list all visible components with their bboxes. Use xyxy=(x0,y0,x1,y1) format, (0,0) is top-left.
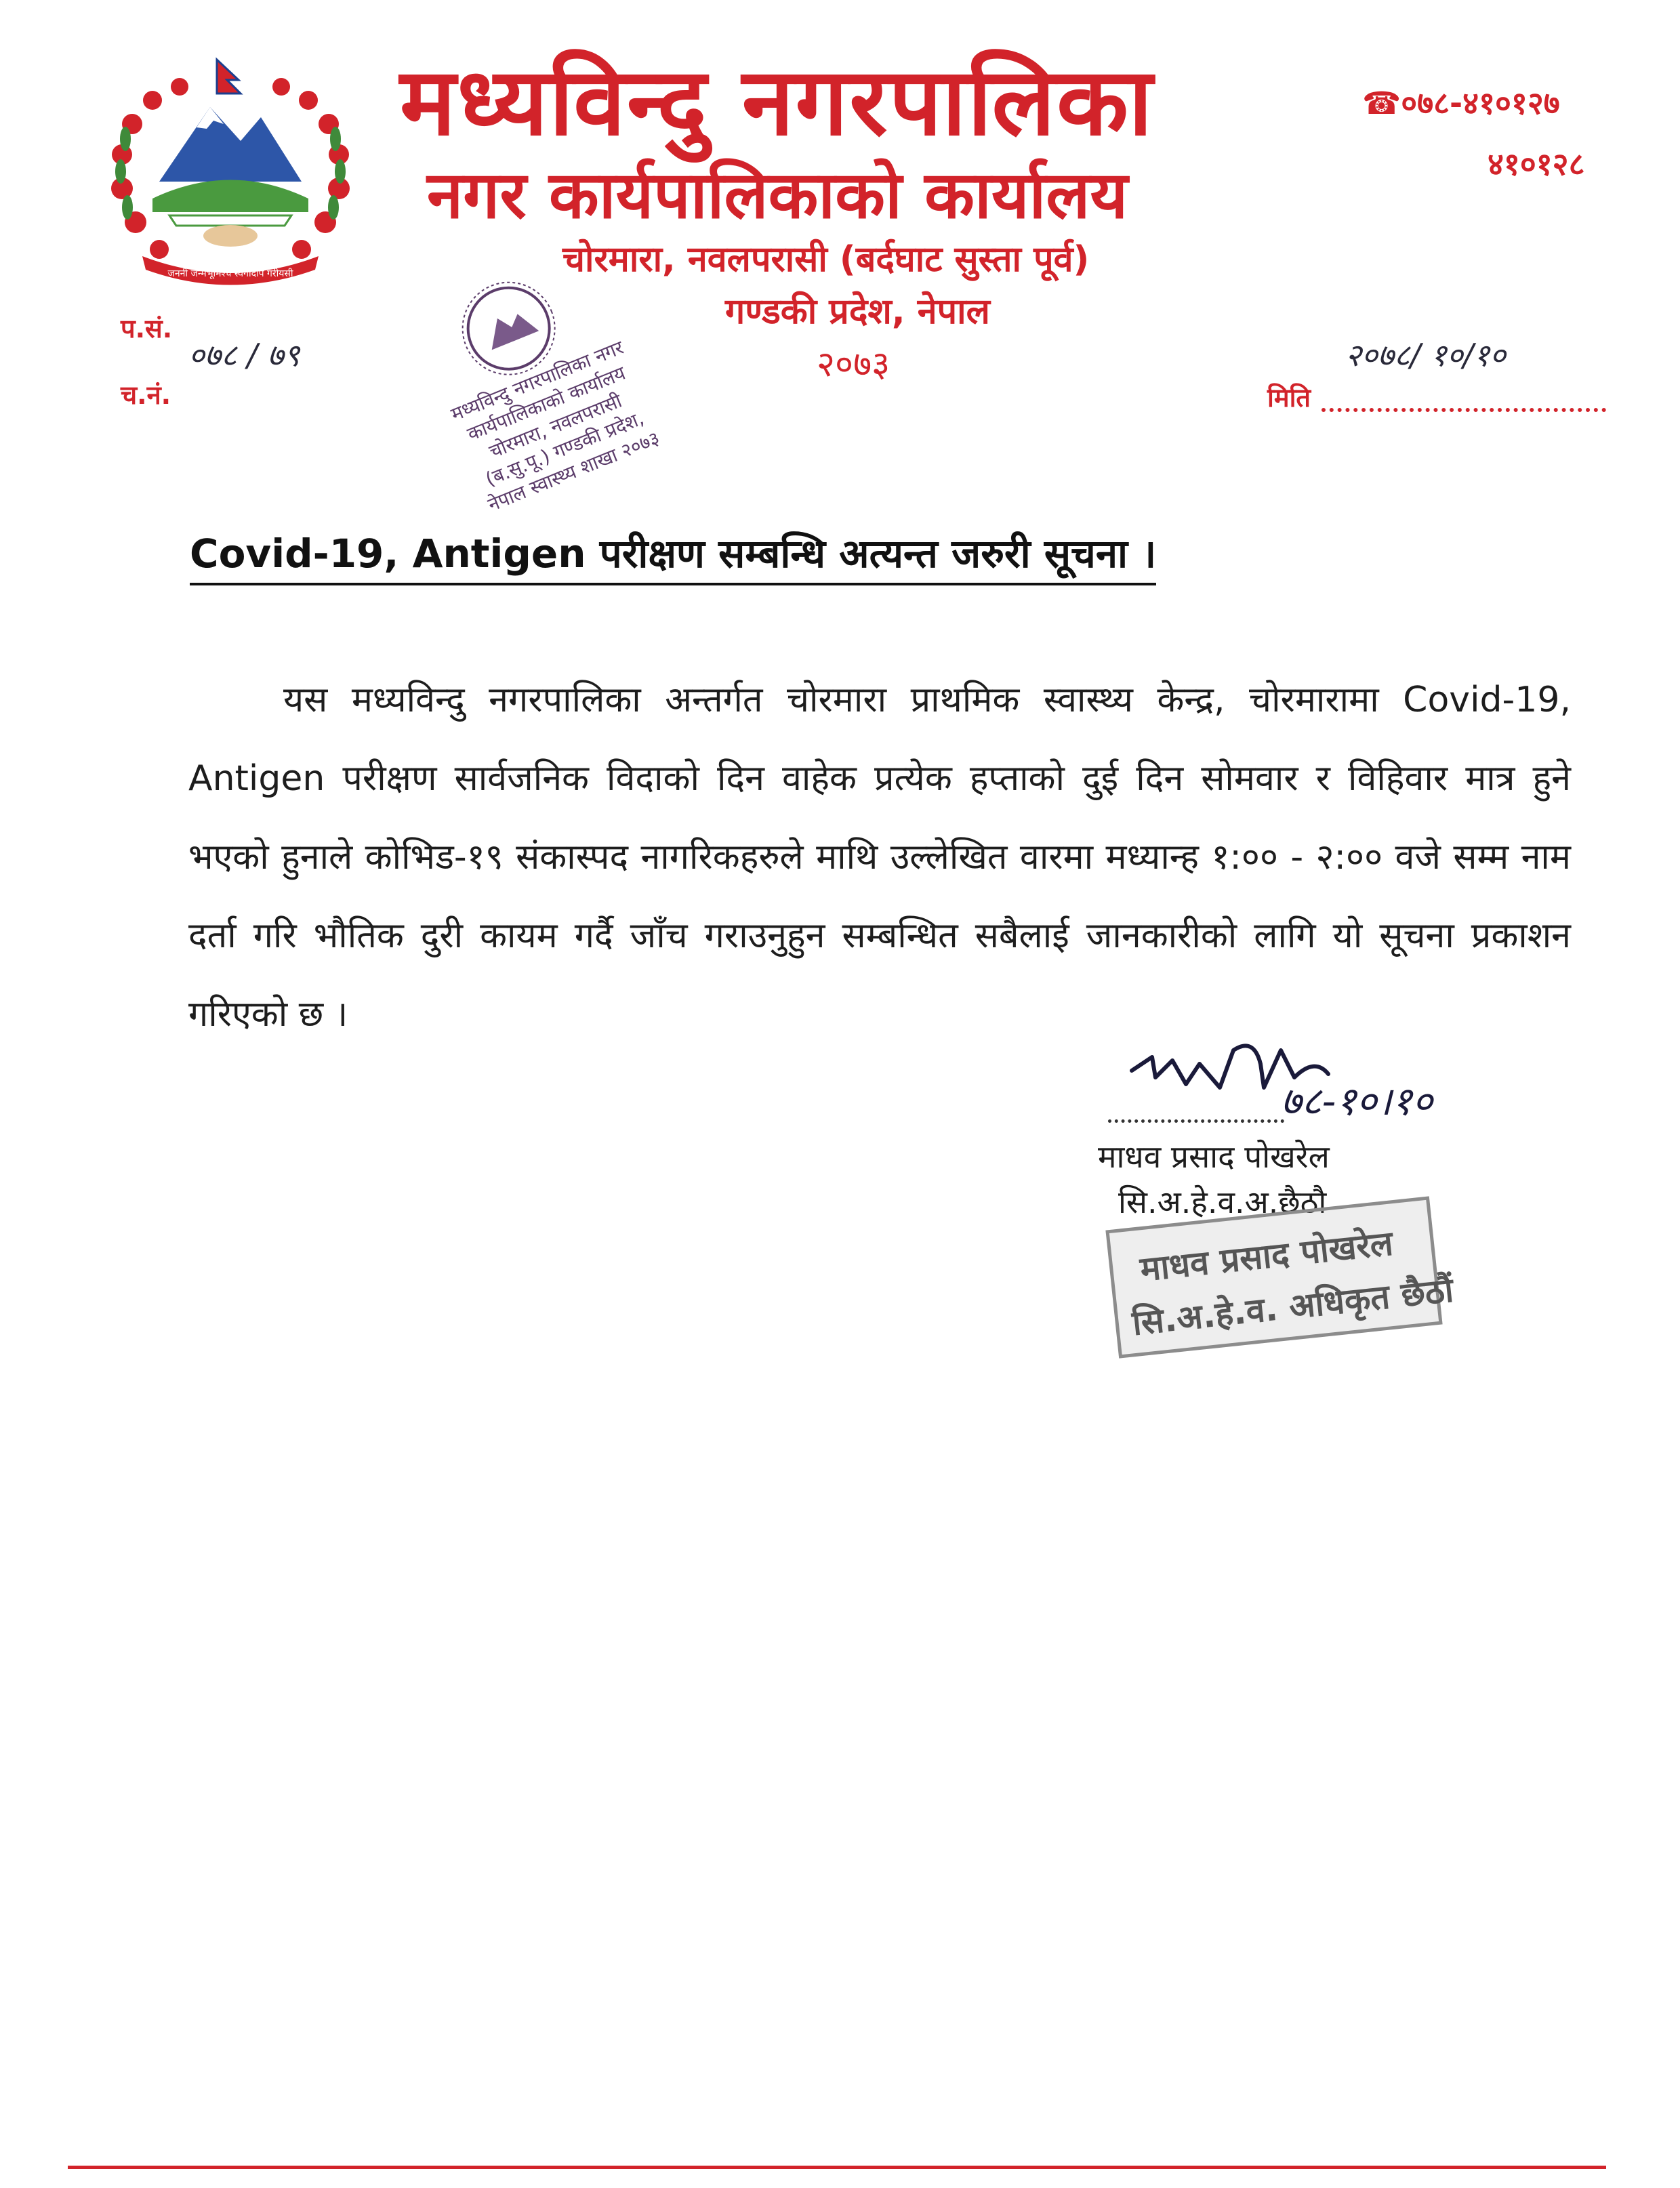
handwritten-date: ७८-१०।१० xyxy=(1281,1078,1433,1124)
phone-number-1: ☎०७८-४१०१२७ xyxy=(1362,85,1560,121)
municipality-title: मध्यविन्दु नगरपालिका xyxy=(400,47,1154,157)
signatory-name: माधव प्रसाद पोखरेल xyxy=(1098,1138,1330,1175)
date-label: मिति xyxy=(1267,383,1311,413)
phone-number-2: ४१०१२८ xyxy=(1488,146,1585,182)
reference-label: प.सं. xyxy=(121,314,173,344)
stamp-line-1: माधव प्रसाद पोखरेल xyxy=(1138,1223,1395,1289)
date-value: २०७८/ १०/१० xyxy=(1345,337,1506,373)
stamp-line-2: सि.अ.हे.व. अधिकृत छैठौं xyxy=(1130,1270,1456,1344)
notice-subject: Covid-19, Antigen परीक्षण सम्बन्धि अत्यन्त जरुरी सूचना । xyxy=(190,525,1156,585)
nepal-emblem-logo xyxy=(95,53,366,297)
address-line-1: चोरमारा, नवलपरासी (बर्दघाट सुस्ता पूर्व) xyxy=(562,239,1090,280)
notice-body: यस मध्यविन्दु नगरपालिका अन्तर्गत चोरमारा प्राथमिक स्वास्थ्य केन्द्र, चोरमारामा Covid-19, Antigen परीक्षण सार्वजनिक विदाको दिन वाहेक प्रत्येक हप्ताको दुई दिन सोमवार र विहिवार मात्र हुने भएको हुनाले कोभिड-१९ संकास्पद नागरिकहरुले माथि उल्लेखित वारमा मध्यान्ह १:०० - २:०० वजे सम्म नाम दर्ता गरि भौतिक दुरी कायम गर्दै जाँच गराउनुहुन सम्बन्धित सबैलाई जानकारीको लागि यो सूचना प्रकाशन गरिएको छ । xyxy=(188,680,1571,1035)
signatory-title: सि.अ.हे.व.अ.छैठौ xyxy=(1118,1184,1327,1220)
dispatch-label: च.नं. xyxy=(121,380,171,410)
address-line-2: गण्डकी प्रदेश, नेपाल xyxy=(725,291,990,332)
established-year: २०७३ xyxy=(817,344,890,385)
round-stamp-text: मध्यविन्दु नगरपालिका नगर कार्यपालिकाको कार्यालय चोरमारा, नवलपरासी (ब.सु.पू.) गण्डकी प्रदेश, नेपाल स्वास्थ्य शाखा २०७३ xyxy=(447,335,663,516)
signature-dotted-line xyxy=(1108,1106,1284,1123)
reference-number: ०७८ / ७९ xyxy=(188,337,300,373)
date-dotted-line xyxy=(1322,388,1606,412)
office-title: नगर कार्यपालिकाको कार्यालय xyxy=(427,157,1128,233)
footer-divider xyxy=(68,2166,1606,2169)
svg-text:जननी जन्मभूमिश्च स्वर्गादपि गर: जननी जन्मभूमिश्च स्वर्गादपि गरीयसी xyxy=(167,268,293,279)
